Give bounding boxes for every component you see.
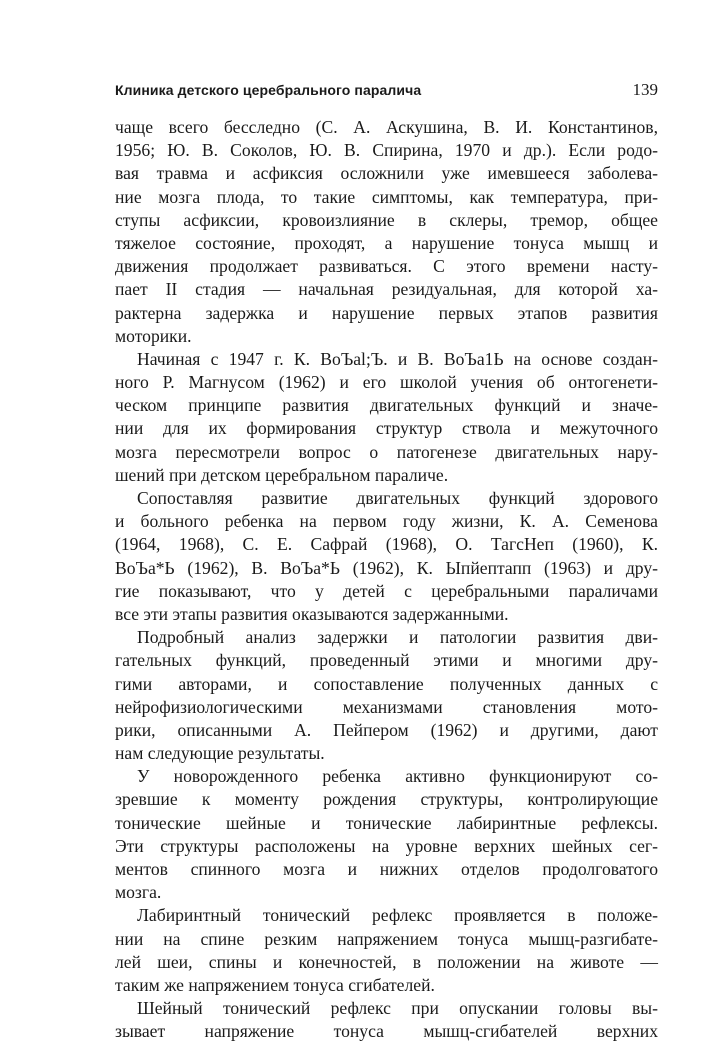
text-line: пает II стадия — начальная резидуальная, для которой ха- [115, 279, 658, 300]
text-line: ментов спинного мозга и нижних отделов продолговатого [115, 859, 658, 879]
text-line: Сопоставляя развитие двигательных функций здорового [137, 488, 658, 508]
text-line: движения продолжает развиваться. С этого времени насту- [115, 256, 658, 277]
page-number: 139 [632, 80, 658, 99]
text-line: лей шеи, спины и конечностей, в положении на животе — [115, 951, 658, 972]
paragraph [115, 997, 658, 1043]
text-line: Шейный тонический рефлекс при опускании головы вы- [137, 998, 658, 1019]
running-title: Клиника детского церебрального паралича [115, 82, 422, 98]
paragraph [115, 348, 658, 487]
body-text [115, 116, 658, 1044]
text-line: зывает напряжение тонуса мышц-сгибателей верхних [115, 1021, 658, 1042]
text-line: тяжелое состояние, проходят, а нарушение тонуса мышц и [115, 232, 658, 253]
text-line: вая травма и асфиксия осложнили уже имевшееся заболева- [115, 163, 658, 184]
paragraph [115, 487, 658, 626]
text-line: рики, описанными А. Пейпером (1962) и другими, дают [115, 719, 658, 740]
text-line: мозга. [115, 882, 162, 903]
text-line: нии для их формирования структур ствола и межуточного [115, 418, 658, 439]
text-line: Подробный анализ задержки и патологии развития дви- [137, 627, 658, 648]
text-line: гими авторами, и сопоставление полученных данных с [115, 673, 658, 694]
text-line: нии на спине резким напряжением тонуса мышц-разгибате- [115, 928, 658, 949]
text-line: (1964, 1968), С. Е. Сафрай (1968), О. ТагсНеп (1960), К. [115, 534, 658, 555]
page-header [115, 80, 658, 106]
text-line: зревшие к моменту рождения структуры, контролирующие [115, 789, 658, 810]
text-line: и больного ребенка на первом году жизни, К. А. Семенова [115, 511, 658, 532]
text-line: тонические шейные и тонические лабиринтные рефлексы. [115, 812, 658, 833]
text-line: ВоЪа*Ь (1962), В. ВоЪа*Ь (1962), К. Ыпйептапп (1963) и дру- [115, 557, 658, 578]
text-line: гие показывают, что у детей с церебральными параличами [115, 580, 658, 601]
paragraph [115, 626, 658, 765]
text-line: моторики. [115, 325, 192, 346]
paragraph [115, 904, 658, 997]
text-line: чаще всего бесследно (С. А. Аскушина, В. И. Константинов, [115, 117, 658, 137]
text-line: ного Р. Магнусом (1962) и его школой учения об онтогенети- [115, 372, 658, 393]
text-line: ступы асфиксии, кровоизлияние в склеры, тремор, общее [115, 209, 658, 230]
paragraph [115, 116, 658, 348]
text-line: мозга пересмотрели вопрос о патогенезе двигательных нару- [115, 441, 658, 462]
text-line: нейрофизиологическими механизмами становления мото- [115, 696, 658, 717]
text-line: Лабиринтный тонический рефлекс проявляется в положе- [137, 905, 658, 926]
text-line: Эти структуры расположены на уровне верхних шейных сег- [115, 835, 658, 856]
text-line: рактерна задержка и нарушение первых этапов развития [115, 302, 658, 323]
text-line: все эти этапы развития оказываются задержанными. [115, 603, 509, 624]
text-line: 1956; Ю. В. Соколов, Ю. В. Спирина, 1970 и др.). Если родо- [115, 140, 658, 161]
text-line: ческом принципе развития двигательных функций и значе- [115, 395, 658, 416]
text-line: Начиная с 1947 г. К. ВоЪаl;Ъ. и В. ВоЪа1Ь на основе создан- [137, 348, 658, 369]
paragraph [115, 765, 658, 904]
text-line: шений при детском церебральном параличе. [115, 464, 449, 485]
text-line: таким же напряжением тонуса сгибателей. [115, 974, 435, 995]
text-line: нам следующие результаты. [115, 743, 325, 764]
text-line: У новорожденного ребенка активно функционируют со- [137, 766, 658, 787]
text-line: ние мозга плода, то такие симптомы, как температура, при- [115, 186, 658, 207]
text-line: гательных функций, проведенный этими и многими дру- [115, 650, 658, 671]
